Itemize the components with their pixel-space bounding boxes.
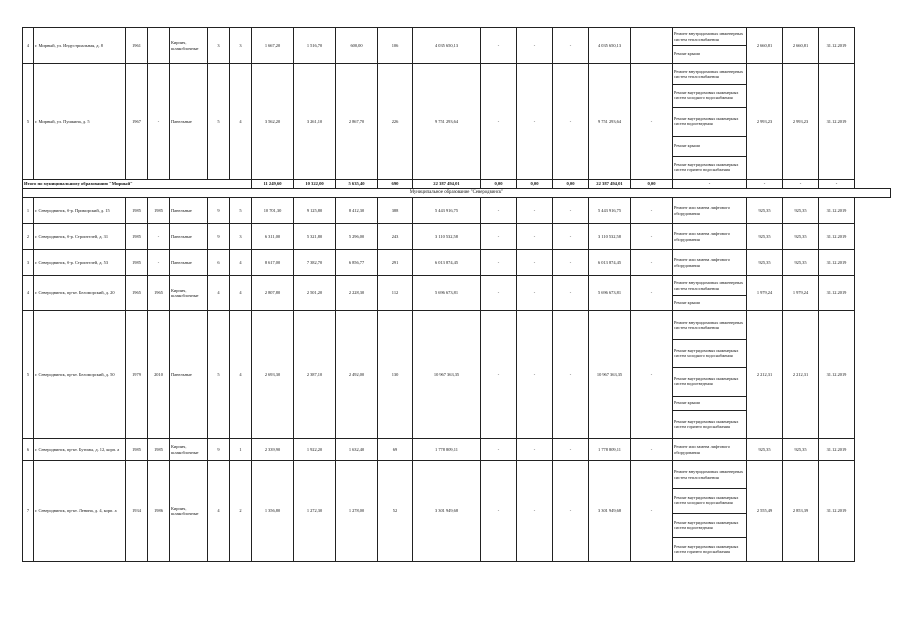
- cell-residents: 130: [378, 311, 413, 439]
- cell-limit-cost: 2 660,81: [783, 28, 819, 64]
- cell-residents: 243: [378, 224, 413, 250]
- cell-residents: 106: [378, 28, 413, 64]
- cell-year-renov: -: [148, 224, 170, 250]
- cell-year-renov: 1985: [148, 198, 170, 224]
- cell-deadline: 31.12.2019: [819, 311, 855, 439]
- cell-year-renov: 2010: [148, 311, 170, 439]
- cell-other: [631, 28, 673, 64]
- cell-residents: 52: [378, 461, 413, 562]
- cell-residents: 226: [378, 64, 413, 180]
- cell-budget: -: [517, 250, 553, 276]
- cell-work-type: Ремонт крыши: [673, 137, 747, 157]
- cell-total-cost: 9 751 293,64: [413, 64, 481, 180]
- cell-floors: 3: [208, 28, 230, 64]
- cell-address: г. Северодвинск, б-р. Приморский, д. 15: [34, 198, 126, 224]
- cell-total-area: 1 356,80: [252, 461, 294, 562]
- table-row: [23, 250, 891, 276]
- section-title: Муниципальное образование "Северодвинск": [23, 189, 891, 198]
- cell-floors: 6: [208, 250, 230, 276]
- total-label: Итого по муниципальному образованию "Мирный": [23, 180, 252, 189]
- total-other: 0,00: [631, 180, 673, 189]
- cell-budget: -: [553, 311, 589, 439]
- cell-owners: 10 967 363,35: [589, 311, 631, 439]
- cell-budget: -: [517, 439, 553, 461]
- cell-other: -: [631, 276, 673, 311]
- cell-deadline: 31.12.2019: [819, 198, 855, 224]
- cell-budget: -: [517, 461, 553, 562]
- cell-total-cost: 5 696 673,81: [413, 276, 481, 311]
- cell-total-area: 6 311,00: [252, 224, 294, 250]
- cell-budget: -: [553, 64, 589, 180]
- table-row: [23, 28, 891, 46]
- cell-year-built: 1965: [126, 276, 148, 311]
- cell-deadline: 31.12.2019: [819, 461, 855, 562]
- table-row: [23, 224, 891, 250]
- cell-entrances: 1: [230, 439, 252, 461]
- cell-address: г. Северодвинск, пр-кт. Бутомы, д. 12, корп. а: [34, 439, 126, 461]
- cell-budget: -: [517, 64, 553, 180]
- cell-other: -: [631, 64, 673, 180]
- cell-budget: -: [517, 276, 553, 311]
- cell-res-area: 600,00: [336, 28, 378, 64]
- cell-total-area: 2 807,80: [252, 276, 294, 311]
- cell-no: 2: [23, 224, 34, 250]
- cell-year-renov: [148, 28, 170, 64]
- cell-owners: 6 013 874,45: [589, 250, 631, 276]
- cell-work-type: Ремонт или замена лифтового оборудования: [673, 198, 747, 224]
- cell-living-area: 7 382,70: [294, 250, 336, 276]
- cell-year-renov: 1986: [148, 461, 170, 562]
- total-dash: -: [783, 180, 819, 189]
- cell-year-built: 1985: [126, 198, 148, 224]
- cell-deadline: 31.12.2019: [819, 250, 855, 276]
- cell-total-area: 1 667,20: [252, 28, 294, 64]
- cell-budget: -: [553, 276, 589, 311]
- cell-entrances: 2: [230, 461, 252, 562]
- cell-unit-cost: 2 660,81: [747, 28, 783, 64]
- cell-no: 3: [23, 250, 34, 276]
- cell-wall: Панельные: [170, 198, 208, 224]
- total-residents: 690: [378, 180, 413, 189]
- cell-wall: Кирпич, шлакоблочные: [170, 276, 208, 311]
- cell-address: г. Северодвинск, б-р. Строителей, д. 31: [34, 224, 126, 250]
- cell-owners: 9 751 293,64: [589, 64, 631, 180]
- cell-residents: 388: [378, 198, 413, 224]
- cell-living-area: 1 922,20: [294, 439, 336, 461]
- cell-residents: 69: [378, 439, 413, 461]
- table-row: [23, 276, 891, 296]
- cell-entrances: 4: [230, 250, 252, 276]
- cell-limit-cost: 925,35: [783, 250, 819, 276]
- cell-deadline: 31.12.2019: [819, 439, 855, 461]
- table-row: [23, 461, 891, 489]
- cell-unit-cost: 925,35: [747, 224, 783, 250]
- cell-work-type: Ремонт внутридомовых инженерных систем теплоснабжения: [673, 461, 747, 489]
- cell-living-area: 1 516,70: [294, 28, 336, 64]
- total-fund: 0,00: [481, 180, 517, 189]
- cell-work-type: Ремонт внутридомовых инженерных систем теплоснабжения: [673, 28, 747, 46]
- cell-other: -: [631, 461, 673, 562]
- cell-budget: -: [517, 198, 553, 224]
- cell-work-type: Ремонт внутридомовых инженерных систем теплоснабжения: [673, 276, 747, 296]
- cell-floors: 9: [208, 224, 230, 250]
- total-total-area: 11 249,60: [252, 180, 294, 189]
- cell-living-area: 9 125,80: [294, 198, 336, 224]
- cell-deadline: 31.12.2019: [819, 276, 855, 311]
- cell-total-cost: 1 778 809,11: [413, 439, 481, 461]
- cell-total-cost: 3 110 532,58: [413, 224, 481, 250]
- cell-res-area: 2 228,30: [336, 276, 378, 311]
- total-res-area: 5 635,40: [336, 180, 378, 189]
- table-row: [23, 311, 891, 340]
- cell-other: -: [631, 250, 673, 276]
- cell-year-built: 1979: [126, 311, 148, 439]
- cell-no: 5: [23, 64, 34, 180]
- cell-owners: 1 778 809,11: [589, 439, 631, 461]
- cell-floors: 9: [208, 439, 230, 461]
- cell-res-area: 8 412,30: [336, 198, 378, 224]
- cell-no: 4: [23, 276, 34, 311]
- register-body: [23, 28, 891, 562]
- cell-owners: 4 035 650,13: [589, 28, 631, 64]
- cell-entrances: 3: [230, 28, 252, 64]
- total-dash: -: [819, 180, 855, 189]
- cell-year-renov: 1985: [148, 439, 170, 461]
- cell-wall: Панельные: [170, 250, 208, 276]
- cell-entrances: 4: [230, 276, 252, 311]
- total-owners: 22 387 494,01: [589, 180, 631, 189]
- cell-fund: -: [481, 276, 517, 311]
- cell-other: -: [631, 311, 673, 439]
- cell-entrances: 4: [230, 64, 252, 180]
- cell-budget: -: [517, 28, 553, 64]
- total-budget: 0,00: [517, 180, 553, 189]
- cell-unit-cost: 1 979,24: [747, 276, 783, 311]
- cell-limit-cost: 925,35: [783, 439, 819, 461]
- cell-budget: -: [553, 224, 589, 250]
- cell-unit-cost: 925,35: [747, 250, 783, 276]
- cell-budget: -: [517, 224, 553, 250]
- cell-entrances: 3: [230, 224, 252, 250]
- total-dash: -: [673, 180, 747, 189]
- cell-living-area: 5 321,80: [294, 224, 336, 250]
- cell-living-area: 2 501,20: [294, 276, 336, 311]
- cell-budget: -: [553, 28, 589, 64]
- cell-wall: Кирпич, шлакоблочные: [170, 439, 208, 461]
- cell-no: 1: [23, 198, 34, 224]
- cell-res-area: 1 632,40: [336, 439, 378, 461]
- cell-address: г. Северодвинск, б-р. Строителей, д. 53: [34, 250, 126, 276]
- cell-work-type: Ремонт внутридомовых инженерных систем водоотведения: [673, 514, 747, 538]
- cell-no: 6: [23, 439, 34, 461]
- cell-total-cost: 6 013 874,45: [413, 250, 481, 276]
- cell-fund: -: [481, 250, 517, 276]
- cell-limit-cost: 925,35: [783, 198, 819, 224]
- cell-owners: 3 110 532,58: [589, 224, 631, 250]
- cell-living-area: 3 261,10: [294, 64, 336, 180]
- cell-year-renov: 1965: [148, 276, 170, 311]
- cell-budget: -: [553, 198, 589, 224]
- cell-address: г. Северодвинск, пр-кт. Беломорский, д. 50: [34, 311, 126, 439]
- cell-year-built: 1967: [126, 64, 148, 180]
- cell-res-area: 2 867,70: [336, 64, 378, 180]
- table-row: [23, 439, 891, 461]
- cell-work-type: Ремонт внутридомовых инженерных систем водоотведения: [673, 368, 747, 397]
- cell-address: г. Мирный, ул. Пушкина, д. 5: [34, 64, 126, 180]
- cell-unit-cost: 2 212,31: [747, 311, 783, 439]
- cell-year-renov: -: [148, 250, 170, 276]
- cell-limit-cost: 2 212,31: [783, 311, 819, 439]
- cell-owners: 5 696 673,81: [589, 276, 631, 311]
- cell-year-renov: -: [148, 64, 170, 180]
- cell-floors: 5: [208, 311, 230, 439]
- cell-work-type: Ремонт крыши: [673, 46, 747, 64]
- cell-year-built: 1934: [126, 461, 148, 562]
- cell-total-area: 2 693,30: [252, 311, 294, 439]
- cell-unit-cost: 925,35: [747, 198, 783, 224]
- cell-owners: 5 443 916,75: [589, 198, 631, 224]
- cell-work-type: Ремонт или замена лифтового оборудования: [673, 224, 747, 250]
- cell-wall: Панельные: [170, 224, 208, 250]
- cell-work-type: Ремонт внутридомовых инженерных систем водоотведения: [673, 108, 747, 137]
- cell-limit-cost: 2 993,23: [783, 64, 819, 180]
- cell-budget: -: [553, 439, 589, 461]
- cell-limit-cost: 925,35: [783, 224, 819, 250]
- cell-budget: -: [553, 461, 589, 562]
- cell-floors: 9: [208, 198, 230, 224]
- cell-wall: Кирпич, шлакоблочные: [170, 461, 208, 562]
- cell-total-cost: 4 035 650,13: [413, 28, 481, 64]
- total-total-cost: 22 387 494,01: [413, 180, 481, 189]
- cell-res-area: 1 278,00: [336, 461, 378, 562]
- cell-owners: 3 301 949,68: [589, 461, 631, 562]
- cell-fund: -: [481, 224, 517, 250]
- cell-total-cost: 5 443 916,75: [413, 198, 481, 224]
- cell-wall: Панельные: [170, 311, 208, 439]
- cell-work-type: Ремонт внутридомовых инженерных систем холодного водоснабжения: [673, 489, 747, 514]
- section-row: [23, 189, 891, 198]
- cell-entrances: 5: [230, 198, 252, 224]
- total-living-area: 10 322,00: [294, 180, 336, 189]
- cell-total-area: 10 701,30: [252, 198, 294, 224]
- cell-res-area: 6 856,77: [336, 250, 378, 276]
- cell-work-type: Ремонт внутридомовых инженерных систем холодного водоснабжения: [673, 85, 747, 108]
- cell-res-area: 2 492,00: [336, 311, 378, 439]
- cell-limit-cost: 2 853,39: [783, 461, 819, 562]
- cell-floors: 4: [208, 461, 230, 562]
- cell-other: -: [631, 224, 673, 250]
- cell-no: 4: [23, 28, 34, 64]
- cell-deadline: 31.12.2019: [819, 28, 855, 64]
- cell-year-built: 1985: [126, 439, 148, 461]
- cell-budget: -: [553, 250, 589, 276]
- total-dash: -: [747, 180, 783, 189]
- cell-address: г. Северодвинск, пр-кт. Беломорский, д. 20: [34, 276, 126, 311]
- cell-living-area: 1 272,30: [294, 461, 336, 562]
- cell-fund: -: [481, 461, 517, 562]
- cell-unit-cost: 2 555,49: [747, 461, 783, 562]
- cell-limit-cost: 1 979,24: [783, 276, 819, 311]
- cell-fund: -: [481, 311, 517, 439]
- cell-work-type: Ремонт внутридомовых инженерных систем горячего водоснабжения: [673, 411, 747, 439]
- cell-deadline: 31.12.2019: [819, 224, 855, 250]
- cell-work-type: Ремонт внутридомовых инженерных систем теплоснабжения: [673, 311, 747, 340]
- cell-other: -: [631, 439, 673, 461]
- cell-fund: -: [481, 439, 517, 461]
- cell-floors: 4: [208, 276, 230, 311]
- cell-total-cost: 10 967 363,35: [413, 311, 481, 439]
- capital-repair-register-table: [22, 27, 891, 562]
- cell-year-built: 1985: [126, 250, 148, 276]
- cell-wall: Панельные: [170, 64, 208, 180]
- cell-year-built: 1961: [126, 28, 148, 64]
- total-row: [23, 180, 891, 189]
- cell-total-area: 8 617,00: [252, 250, 294, 276]
- cell-fund: -: [481, 198, 517, 224]
- cell-res-area: 5 296,00: [336, 224, 378, 250]
- cell-total-cost: 3 301 949,68: [413, 461, 481, 562]
- cell-work-type: Ремонт или замена лифтового оборудования: [673, 250, 747, 276]
- cell-address: г. Мирный, ул. Индустриальная, д. 8: [34, 28, 126, 64]
- cell-work-type: Ремонт внутридомовых инженерных систем горячего водоснабжения: [673, 157, 747, 180]
- cell-work-type: Ремонт крыши: [673, 397, 747, 411]
- cell-living-area: 2 387,10: [294, 311, 336, 439]
- cell-no: 5: [23, 311, 34, 439]
- cell-other: -: [631, 198, 673, 224]
- cell-work-type: Ремонт внутридомовых инженерных систем горячего водоснабжения: [673, 538, 747, 562]
- cell-entrances: 4: [230, 311, 252, 439]
- cell-deadline: 31.12.2019: [819, 64, 855, 180]
- cell-budget: -: [517, 311, 553, 439]
- cell-total-area: 3 562,20: [252, 64, 294, 180]
- cell-work-type: Ремонт внутридомовых инженерных систем теплоснабжения: [673, 64, 747, 85]
- cell-work-type: Ремонт внутридомовых инженерных систем холодного водоснабжения: [673, 340, 747, 368]
- cell-residents: 112: [378, 276, 413, 311]
- cell-work-type: Ремонт крыши: [673, 296, 747, 311]
- cell-work-type: Ремонт или замена лифтового оборудования: [673, 439, 747, 461]
- cell-fund: -: [481, 28, 517, 64]
- cell-unit-cost: 925,35: [747, 439, 783, 461]
- cell-unit-cost: 2 993,23: [747, 64, 783, 180]
- cell-fund: -: [481, 64, 517, 180]
- table-row: [23, 198, 891, 224]
- table-row: [23, 64, 891, 85]
- cell-no: 7: [23, 461, 34, 562]
- cell-wall: Кирпич, шлакоблочные: [170, 28, 208, 64]
- cell-total-area: 2 339,90: [252, 439, 294, 461]
- cell-residents: 291: [378, 250, 413, 276]
- cell-address: г. Северодвинск, пр-кт. Ленина, д. 4, корп. а: [34, 461, 126, 562]
- cell-floors: 5: [208, 64, 230, 180]
- total-budget2: 0,00: [553, 180, 589, 189]
- cell-year-built: 1985: [126, 224, 148, 250]
